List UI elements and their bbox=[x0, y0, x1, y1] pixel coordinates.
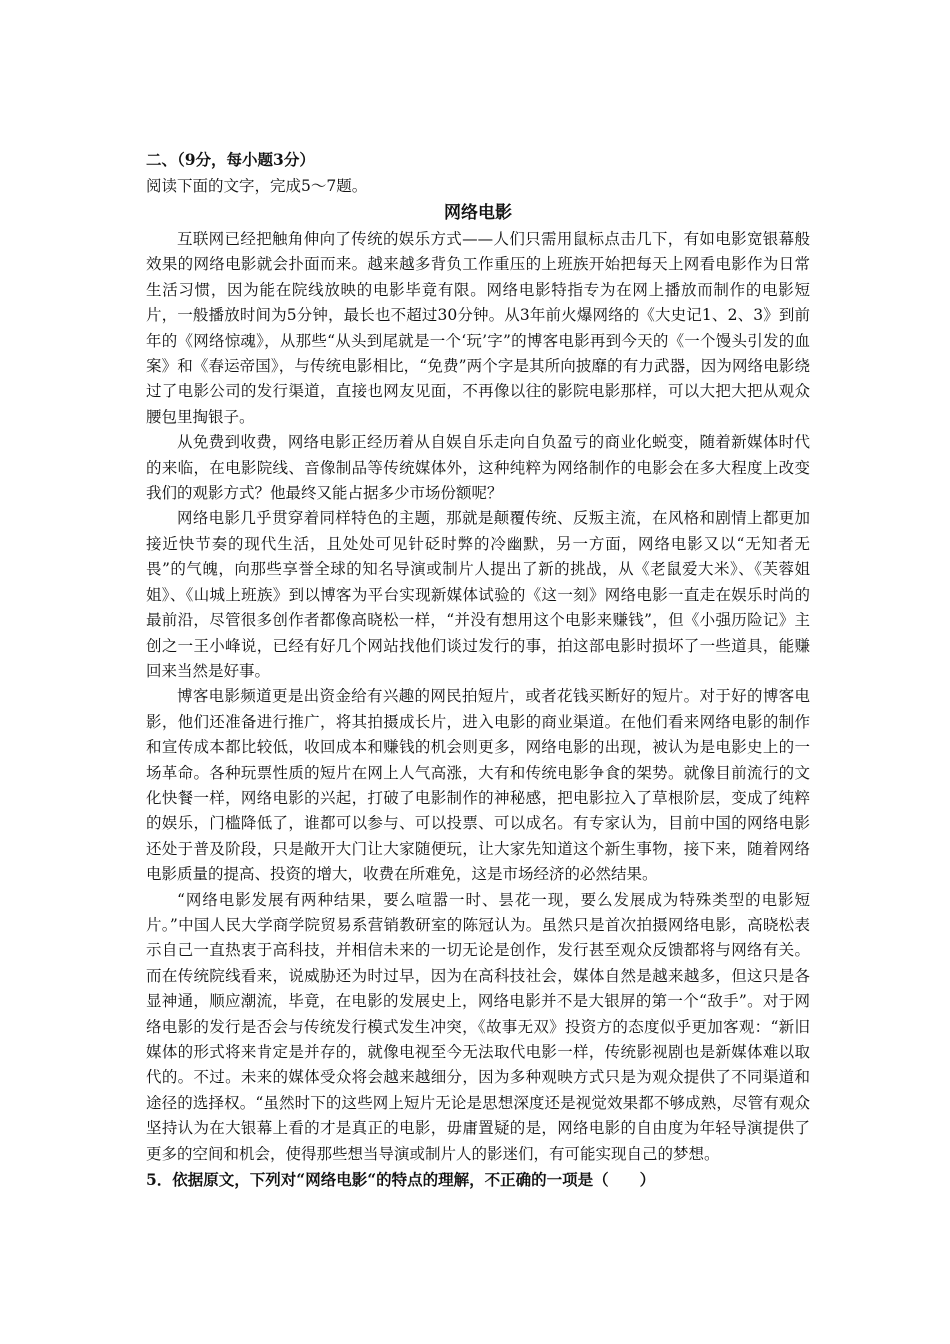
article-title: 网络电影 bbox=[444, 203, 512, 223]
article-paragraph-4: 博客电影频道更是出资金给有兴趣的网民拍短片，或者花钱买断好的短片。对于好的博客电影，他们还准备进行推广，将其拍摄成长片，进入电影的商业渠道。在他们看来网络电影的制作和宣传成本都比较低，收回成本和赚钱的机会则更多，网络电影的出现，被认为是电影史上的一场革命。各种玩票性质的短片在网上人气高涨，大有和传统电影争食的架势。就像目前流行的文化快餐一样，网络电影的兴起，打破了电影制作的神秘感，把电影拉入了草根阶层，变成了纯粹的娱乐，门槛降低了，谁都可以参与、可以投票、可以成名。有专家认为，目前中国的网络电影还处于普及阶段，只是敞开大门让大家随便玩，让大家先知道这个新生事物，接下来，随着网络电影质量的提高、投资的增大，收费在所难免，这是市场经济的必然结果。 bbox=[146, 687, 810, 884]
article-paragraph-5: “网络电影发展有两种结果，要么喧嚣一时、昙花一现，要么发展成为特殊类型的电影短片。”中国人民大学商学院贸易系营销教研室的陈冠认为。虽然只是首次拍摄网络电影，高晓松表示自己一直热衷于高科技，并相信未来的一切无论是创作，发行甚至观众反馈都将与网络有关。而在传统院线看来，说威胁还为时过早，因为在高科技社会，媒体自然是越来越多，但这只是各显神通，顺应潮流，毕竟，在电影的发展史上，网络电影并不是大银屏的第一个“敌手”。对于网络电影的发行是否会与传统发行模式发生冲突，《故事无双》投资方的态度似乎更加客观：“新旧媒体的形式将来肯定是并存的，就像电视至今无法取代电影一样，传统影视剧也是新媒体难以取代的。不过。未来的媒体受众将会越来越细分，因为多种观映方式只是为观众提供了不同渠道和途径的选择权。“虽然时下的这些网上短片无论是思想深度还是视觉效果都不够成熟，尽管有观众坚持认为在大银幕上看的才是真正的电影，毋庸置疑的是，网络电影的自由度为年轻导演提供了更多的空间和机会，使得那些想当导演或制片人的影迷们，有可能实现自己的梦想。 bbox=[146, 890, 810, 1163]
article-paragraph-1: 互联网已经把触角伸向了传统的娱乐方式——人们只需用鼠标点击几下，有如电影宽银幕般效果的网络电影就会扑面而来。越来越多背负工作重压的上班族开始把每天上网看电影作为日常生活习惯，因为能在院线放映的电影毕竟有限。网络电影特指专为在网上播放而制作的电影短片，一般播放时间为5分钟，最长也不超过30分钟。从3年前火爆网络的《大史记1、2、3》到前年的《网络惊魂》，从那些“从头到尾就是一个‘玩’字”的博客电影再到今天的《一个馒头引发的血案》和《春运帝国》，与传统电影相比，“免费”两个字是其所向披靡的有力武器，因为网络电影绕过了电影公司的发行渠道，直接也网友见面，不再像以往的影院电影那样，可以大把大把从观众腰包里掏银子。 bbox=[146, 230, 810, 426]
article-paragraph-2: 从免费到收费，网络电影正经历着从自娱自乐走向自负盈亏的商业化蜕变，随着新媒体时代的来临，在电影院线、音像制品等传统媒体外，这种纯粹为网络制作的电影会在多大程度上改变我们的观影方式？他最终又能占据多少市场份额呢？ bbox=[146, 433, 810, 503]
reading-instruction: 阅读下面的文字，完成5～7题。 bbox=[146, 177, 368, 195]
document-page bbox=[146, 147, 810, 1193]
section-header: 二、（9分，每小题3分） bbox=[146, 150, 315, 169]
article-paragraph-3: 网络电影几乎贯穿着同样特色的主题，那就是颠覆传统、反叛主流，在风格和剧情上都更加接近快节奏的现代生活，且处处可见针砭时弊的冷幽默，另一方面，网络电影又以“无知者无畏”的气魄，向那些享誉全球的知名导演或制片人提出了新的挑战，从《老鼠爱大米》、《芙蓉姐姐》、《山城上班族》到以博客为平台实现新媒体试验的《这一刻》网络电影一直走在娱乐时尚的最前沿，尽管很多创作者都像高晓松一样，“并没有想用这个电影来赚钱”，但《小强历险记》主创之一王小峰说，已经有好几个网站找他们谈过发行的事，拍这部电影时损坏了一些道具，能赚回来当然是好事。 bbox=[146, 509, 810, 680]
question-5: 5．依据原文，下列对“网络电影“的特点的理解，不正确的一项是（ ） bbox=[146, 1170, 656, 1190]
